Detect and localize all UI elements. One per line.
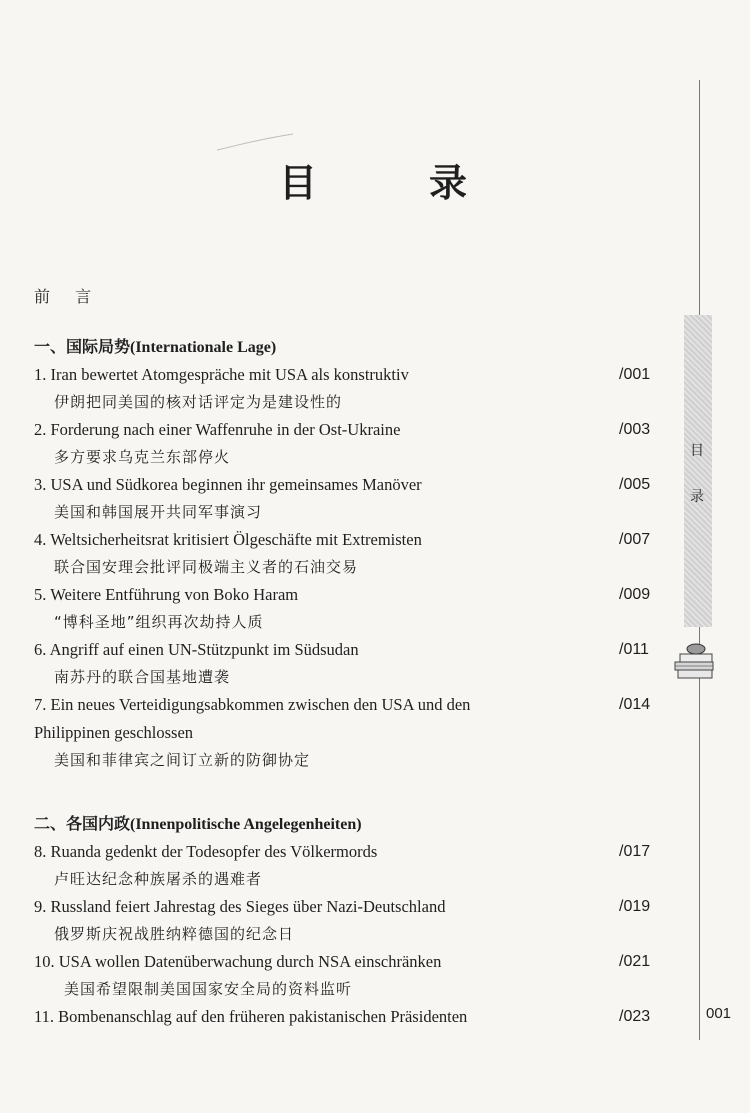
entry-page-number[interactable]: /011 [619, 641, 649, 658]
section-heading: 二、各国内政(Innenpolitische Angelegenheiten) [34, 816, 362, 833]
entry-title-de: 4. Weltsicherheitsrat kritisiert Ölgeschäfte mit Extremisten [34, 530, 422, 549]
entry-title-de: 10. USA wollen Datenüberwachung durch NSA einschränken [34, 952, 442, 971]
entry-title-zh: 美国和菲律宾之间订立新的防御协定 [54, 751, 311, 769]
toc-entry[interactable] [34, 893, 674, 948]
toc-entry[interactable] [34, 948, 674, 1003]
entry-title-zh: 联合国安理会批评同极端主义者的石油交易 [54, 558, 359, 576]
entry-page-number[interactable]: /017 [619, 843, 651, 860]
chapter-tab [684, 315, 712, 627]
side-label-bottom: 录 [690, 489, 704, 505]
entry-page-number[interactable]: /023 [619, 1008, 651, 1025]
side-page-number: 001 [706, 1005, 732, 1022]
entry-title-de: Philippinen geschlossen [34, 723, 194, 742]
entry-title-de: 3. USA und Südkorea beginnen ihr gemeinsames Manöver [34, 475, 422, 494]
toc-entry[interactable] [34, 416, 674, 471]
page-title [0, 152, 690, 207]
entry-page-number[interactable]: /014 [619, 696, 651, 713]
entry-title-zh: “博科圣地”组织再次劫持人质 [54, 613, 264, 631]
entry-title-zh: 美国希望限制美国国家安全局的资料监听 [64, 980, 353, 998]
entry-title-zh: 多方要求乌克兰东部停火 [54, 448, 231, 466]
toc-entry[interactable] [34, 691, 674, 774]
title-char-2: 录 [429, 161, 524, 205]
entry-page-number[interactable]: /001 [619, 366, 651, 383]
toc-entry[interactable] [34, 838, 674, 893]
toc-entry[interactable] [34, 636, 674, 691]
entry-page-number[interactable]: /009 [619, 586, 651, 603]
toc-entry[interactable] [34, 471, 674, 526]
entry-page-number[interactable]: /021 [619, 953, 651, 970]
title-char-1: 目 [278, 161, 373, 205]
entry-title-zh: 美国和韩国展开共同军事演习 [54, 503, 263, 521]
toc-entry[interactable] [34, 1003, 674, 1031]
book-stack-icon [672, 640, 718, 684]
entry-title-de: 11. Bombenanschlag auf den früheren pakistanischen Präsidenten [34, 1007, 468, 1026]
entry-title-zh: 南苏丹的联合国基地遭袭 [54, 668, 231, 686]
section-international [34, 335, 674, 774]
section-heading: 一、国际局势(Internationale Lage) [34, 339, 277, 356]
pencil-scribble [215, 132, 295, 154]
toc-entry[interactable] [34, 526, 674, 581]
entry-title-de: 8. Ruanda gedenkt der Todesopfer des Völkermords [34, 842, 378, 861]
entry-page-number[interactable]: /007 [619, 531, 651, 548]
entry-title-de: 6. Angriff auf einen UN-Stützpunkt im Südsudan [34, 640, 359, 659]
entry-title-de: 7. Ein neues Verteidigungsabkommen zwischen den USA und den [34, 695, 471, 714]
entry-title-zh: 伊朗把同美国的核对话评定为是建设性的 [54, 393, 343, 411]
side-label-top: 目 [690, 443, 704, 459]
entry-page-number[interactable]: /003 [619, 421, 651, 438]
section-domestic [34, 812, 674, 1031]
entry-page-number[interactable]: /019 [619, 898, 651, 915]
entry-title-de: 9. Russland feiert Jahrestag des Sieges über Nazi-Deutschland [34, 897, 446, 916]
entry-title-de: 1. Iran bewertet Atomgespräche mit USA als konstruktiv [34, 365, 409, 384]
toc-entry[interactable] [34, 581, 674, 636]
toc-entry[interactable] [34, 361, 674, 416]
entry-title-zh: 卢旺达纪念种族屠杀的遇难者 [54, 870, 263, 888]
preface-link[interactable]: 前 言 [34, 287, 102, 306]
entry-title-de: 5. Weitere Entführung von Boko Haram [34, 585, 299, 604]
entry-title-de: 2. Forderung nach einer Waffenruhe in der Ost-Ukraine [34, 420, 401, 439]
entry-title-zh: 俄罗斯庆祝战胜纳粹德国的纪念日 [54, 925, 295, 943]
entry-page-number[interactable]: /005 [619, 476, 651, 493]
